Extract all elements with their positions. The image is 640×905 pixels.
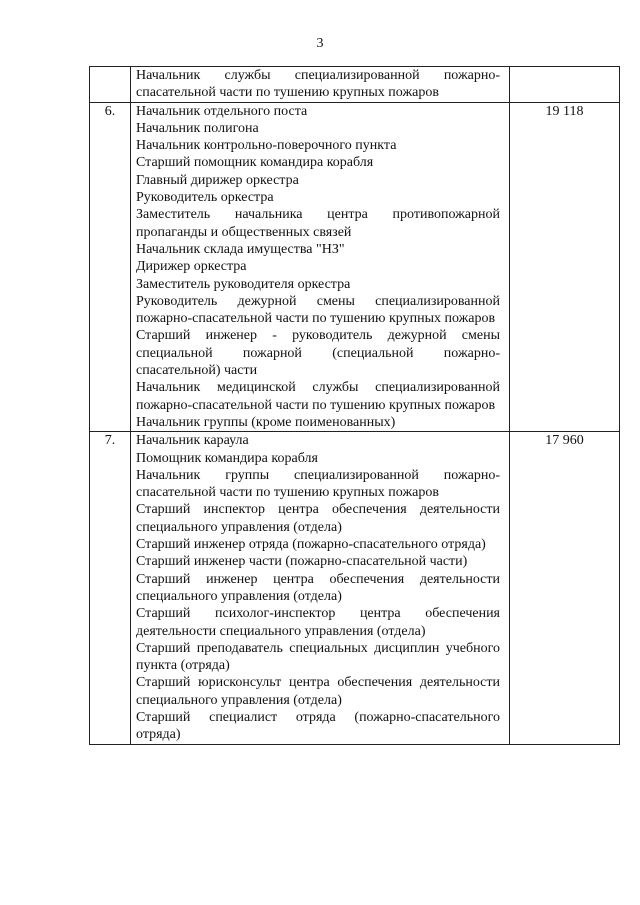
position-title: Старший психолог-инспектор центра обеспечения деятельности специального управления (отдела)	[136, 606, 500, 639]
table-row	[90, 102, 620, 432]
position-title: Начальник группы специализированной пожарно-спасательной части по тушению крупных пожаров	[136, 467, 500, 501]
row-number: 6.	[90, 102, 131, 432]
position-title: Старший юрисконсульт центра обеспечения деятельности специального управления (отдела)	[136, 675, 500, 708]
table-body	[90, 67, 620, 745]
page-number: 3	[316, 36, 324, 51]
position-title: Начальник полигона	[136, 120, 259, 136]
position-title: Начальник караула	[136, 433, 249, 449]
position-title: Старший инженер части (пожарно-спасательной части)	[136, 554, 468, 570]
position-title: Старший специалист отряда (пожарно-спасательного отряда)	[136, 709, 500, 743]
position-list	[131, 432, 510, 744]
table-row	[90, 432, 620, 744]
position-list	[131, 102, 510, 432]
salary-amount	[510, 67, 620, 103]
position-title: Заместитель руководителя оркестра	[136, 276, 351, 292]
position-title: Старший помощник командира корабля	[136, 155, 374, 171]
position-list	[131, 67, 510, 103]
row-number: 7.	[90, 432, 131, 744]
salary-amount: 17 960	[510, 432, 620, 744]
position-title: Старший инспектор центра обеспечения деятельности специального управления (отдела)	[136, 502, 500, 535]
position-title: Заместитель начальника центра противопожарной пропаганды и общественных связей	[136, 207, 500, 240]
position-title: Старший инженер - руководитель дежурной смены специальной пожарной (специальной пожарно-спасательной) части	[136, 328, 500, 379]
position-title: Дирижер оркестра	[136, 259, 247, 275]
row-number	[90, 67, 131, 103]
position-title: Начальник медицинской службы специализированной пожарно-спасательной части по тушению крупных пожаров	[136, 380, 500, 413]
position-title: Начальник склада имущества "НЗ"	[136, 241, 345, 257]
table-row	[90, 67, 620, 103]
position-title: Главный дирижер оркестра	[136, 172, 299, 188]
position-title: Начальник службы специализированной пожарно-спасательной части по тушению крупных пожаров	[136, 68, 500, 101]
position-title: Руководитель оркестра	[136, 190, 274, 206]
position-salary-table	[89, 66, 620, 745]
salary-amount: 19 118	[510, 102, 620, 432]
position-title: Старший инженер центра обеспечения деятельности специального управления (отдела)	[136, 571, 500, 604]
position-title: Помощник командира корабля	[136, 450, 318, 466]
position-title: Старший преподаватель специальных дисциплин учебного пункта (отряда)	[136, 640, 500, 674]
position-title: Старший инженер отряда (пожарно-спасательного отряда)	[136, 537, 486, 553]
position-title: Начальник контрольно-поверочного пункта	[136, 138, 397, 154]
position-title: Начальник группы (кроме поименованных)	[136, 414, 396, 430]
position-title: Руководитель дежурной смены специализированной пожарно-спасательной части по тушению крупных пожаров	[136, 293, 500, 327]
position-title: Начальник отдельного поста	[136, 103, 308, 119]
